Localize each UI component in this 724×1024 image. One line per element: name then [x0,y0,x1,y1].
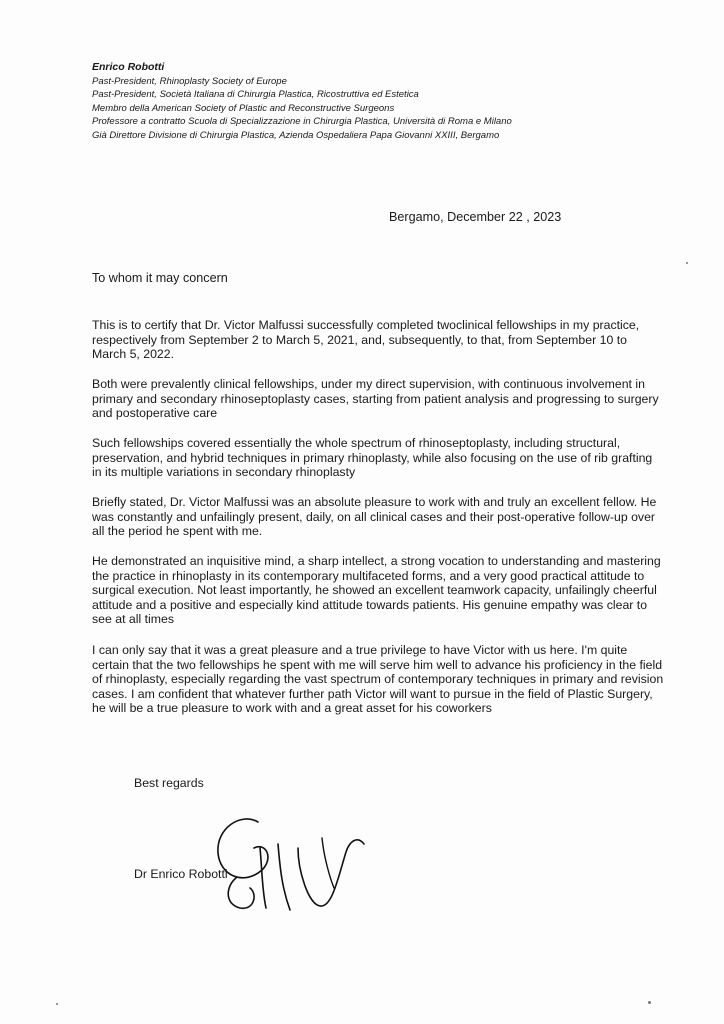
closing: Best regards [134,776,204,790]
letterhead [92,60,652,142]
letterhead-title-4: Professore a contratto Scuola di Specializzazione in Chirurgia Plastica, Università di Roma e Milano [92,116,512,128]
salutation: To whom it may concern [92,271,228,285]
scan-speck [686,262,688,264]
letterhead-title-1: Past-President, Rhinoplasty Society of Europe [92,76,287,87]
paragraph-certification: This is to certify that Dr. Victor Malfussi successfully completed twoclinical fellowships in my practice, respectively from September 2 to March 5, 2021, and, subsequently, to that, from September 10 to March 5, 2022. [92,318,640,362]
paragraph-spectrum: Such fellowships covered essentially the whole spectrum of rhinoseptoplasty, including structural, preservation, and hybrid techniques in primary rhinoplasty, while also focusing on the use of rib grafting in its multiple variations in secondary rhinoplasty [92,436,653,480]
scan-speck [648,1001,651,1004]
letterhead-title-2: Past-President, Società Italiana di Chirurgia Plastica, Ricostruttiva ed Estetica [92,89,419,101]
paragraph-fellowships: Both were prevalently clinical fellowships, under my direct supervision, with continuous involvement in primary and secondary rhinoseptoplasty cases, starting from patient analysis and progressing to surgery and postoperative care [92,377,659,421]
letterhead-name: Enrico Robotti [92,61,165,73]
signer-name: Dr Enrico Robotti [134,867,228,881]
paragraph-recommendation: I can only say that it was a great pleasure and a true privilege to have Victor with us here. I'm quite certain that the two fellowships he spent with me will serve him well to advance his proficiency in the field of rhinoplasty, especially regarding the vast spectrum of contemporary techniques in primary and revision cases. I am confident that whatever further path Victor will want to pursue in the field of Plastic Surgery, he will be a true pleasure to work with and a great asset for his coworkers [92,643,664,716]
letterhead-title-3: Membro della American Society of Plastic and Reconstructive Surgeons [92,102,395,114]
handwritten-signature [196,808,376,918]
letter-date: Bergamo, December 22 , 2023 [389,210,562,224]
scan-speck [56,1003,58,1005]
letterhead-title-5: Già Direttore Divisione di Chirurgia Plastica, Azienda Ospedaliera Papa Giovanni XXIII, Bergamo [92,129,500,141]
paragraph-qualities: He demonstrated an inquisitive mind, a sharp intellect, a strong vocation to understanding and mastering the practice in rhinoplasty in its contemporary multifaceted forms, and a very good practical attitude to surgical execution. Not least importantly, he showed an excellent teamwork capacity, unfailingly cheerful attitude and a positive and especially kind attitude towards patients. His genuine empathy was clear to see at all times [92,554,661,627]
paragraph-assessment: Briefly stated, Dr. Victor Malfussi was an absolute pleasure to work with and truly an excellent fellow. He was constantly and unfailingly present, daily, on all clinical cases and their post-operative follow-up over all the period he spent with me. [92,495,657,539]
